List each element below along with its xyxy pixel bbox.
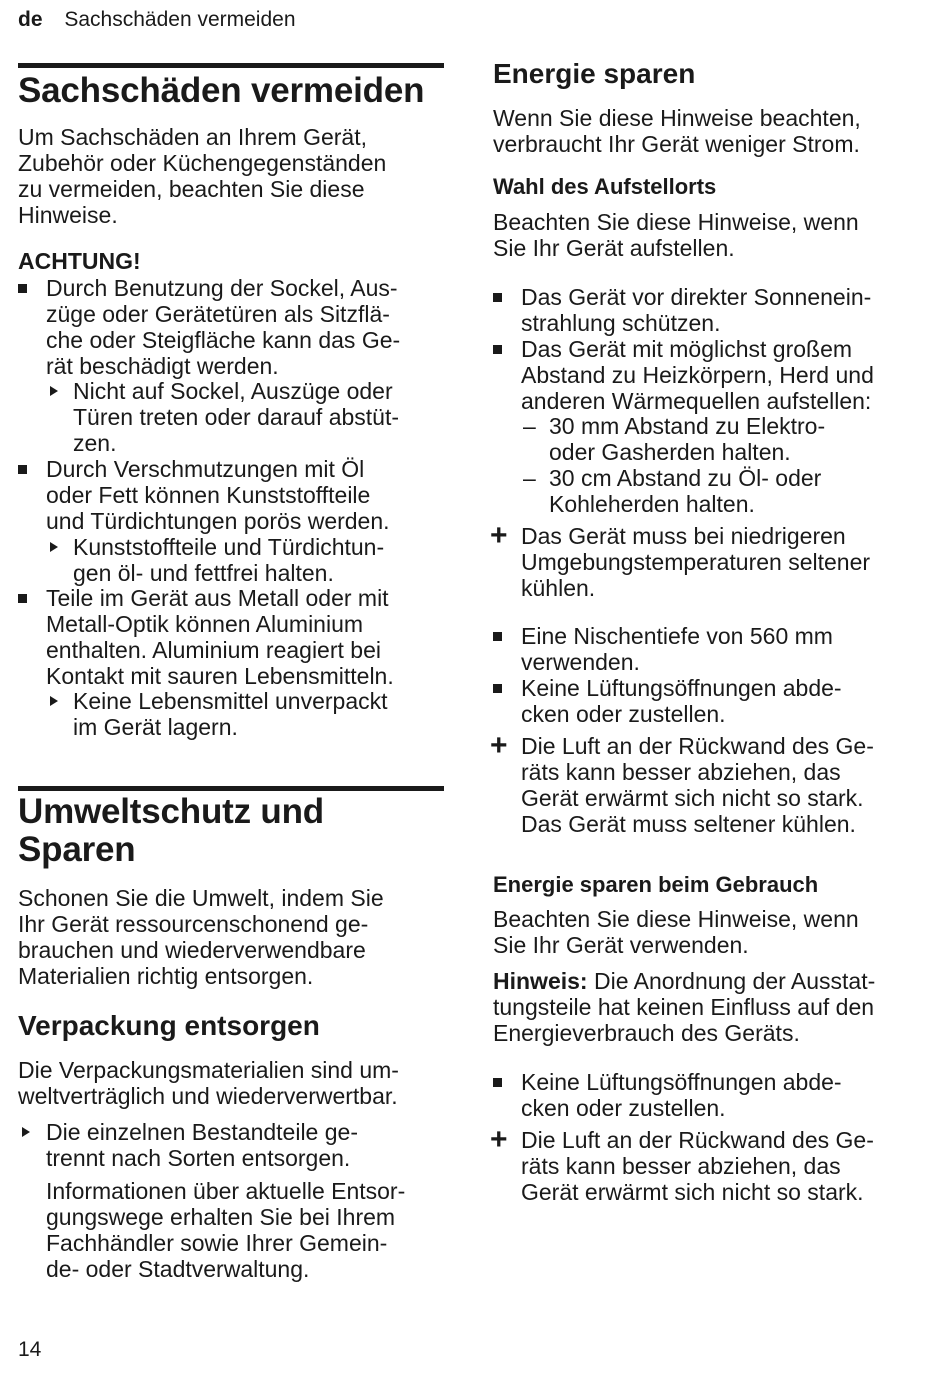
disposal-info: Informationen über aktuelle Entsor- gungswege erhalten Sie bei Ihrem Fachhändler sowie Ihrer Gemein- de- oder Stadtverwaltung. — [46, 1178, 406, 1282]
bullet-text: Das Gerät vor direkter Sonnenein- strahlung schützen. — [521, 284, 872, 336]
square-bullet-icon — [18, 284, 27, 293]
list-item — [18, 585, 444, 689]
square-bullet-icon — [493, 293, 502, 302]
action-item — [46, 534, 446, 586]
language-code: de — [18, 8, 43, 31]
note-paragraph — [493, 968, 875, 1046]
result-item — [490, 1123, 923, 1205]
list-item — [493, 623, 923, 675]
arrow-bullet-icon — [50, 696, 58, 706]
action-text: Kunststoffteile und Türdichtun- gen öl- und fettfrei halten. — [73, 534, 385, 586]
result-text: Die Luft an der Rückwand des Ge- räts kann besser abziehen, das Gerät erwärmt sich nicht so stark. Das Gerät muss seltener kühlen. — [521, 733, 874, 837]
dash-text: 30 mm Abstand zu Elektro- oder Gasherden halten. — [549, 413, 826, 465]
page-header — [18, 7, 296, 33]
list-item — [493, 336, 923, 414]
arrow-bullet-icon — [50, 386, 58, 396]
warning-label: ACHTUNG! — [18, 248, 141, 274]
page-number: 14 — [18, 1338, 42, 1361]
running-title: Sachschäden vermeiden — [64, 8, 296, 31]
usage-text: Beachten Sie diese Hinweise, wenn Sie Ihr Gerät verwenden. — [493, 906, 859, 958]
bullet-text: Teile im Gerät aus Metall oder mit Metall-Optik können Aluminium enthalten. Aluminium reagiert bei Kontakt mit sauren Lebensmitteln. — [46, 585, 394, 689]
section-title-energy: Energie sparen — [493, 58, 696, 89]
damage-intro: Um Sachschäden an Ihrem Gerät, Zubehör oder Küchengegenständen zu vermeiden, beachten Sie diese Hinweise. — [18, 124, 387, 228]
result-item — [490, 729, 923, 837]
note-label: Hinweis: — [493, 968, 588, 994]
plus-icon: + — [490, 1123, 508, 1156]
subsection-title-packaging: Verpackung entsorgen — [18, 1010, 320, 1041]
dash-item — [521, 465, 921, 517]
result-text: Das Gerät muss bei niedrigeren Umgebungstemperaturen seltener kühlen. — [521, 523, 871, 601]
section-title-damage: Sachschäden vermeiden — [18, 71, 425, 110]
note-text: Die Anordnung der Ausstat- tungsteile hat keinen Einfluss auf den Energieverbrauch des Geräts. — [493, 968, 876, 1046]
dash-item — [521, 413, 921, 465]
section-title-environment: Umweltschutz und Sparen — [18, 792, 324, 869]
bullet-text: Keine Lüftungsöffnungen abde- cken oder zustellen. — [521, 1069, 842, 1121]
action-item — [46, 378, 446, 456]
square-bullet-icon — [493, 1078, 502, 1087]
square-bullet-icon — [18, 465, 27, 474]
square-bullet-icon — [493, 632, 502, 641]
list-item — [493, 284, 923, 336]
dash-text: 30 cm Abstand zu Öl- oder Kohleherden halten. — [549, 465, 822, 517]
arrow-bullet-icon — [50, 542, 58, 552]
list-item — [493, 1069, 923, 1121]
section-rule — [18, 786, 444, 791]
environment-intro: Schonen Sie die Umwelt, indem Sie Ihr Gerät ressourcenschonend ge- brauchen und wiederverwendbare Materialien richtig entsorgen. — [18, 885, 384, 989]
bullet-text: Durch Benutzung der Sockel, Aus- züge oder Gerätetüren als Sitzflä- che oder Steigfläche kann das Ge- rät beschädigt werden. — [46, 275, 401, 379]
packaging-text: Die Verpackungsmaterialien sind um- weltverträglich und wiederverwertbar. — [18, 1057, 399, 1109]
list-item — [493, 675, 923, 727]
subsection-title-location: Wahl des Aufstellorts — [493, 174, 717, 199]
plus-icon: + — [490, 519, 508, 552]
bullet-text: Das Gerät mit möglichst großem Abstand zu Heizkörpern, Herd und anderen Wärmequellen aufstellen: — [521, 336, 874, 414]
subsection-title-usage: Energie sparen beim Gebrauch — [493, 872, 819, 897]
energy-intro: Wenn Sie diese Hinweise beachten, verbraucht Ihr Gerät weniger Strom. — [493, 105, 861, 157]
action-text: Nicht auf Sockel, Auszüge oder Türen treten oder darauf abstüt- zen. — [73, 378, 400, 456]
square-bullet-icon — [493, 684, 502, 693]
result-item — [490, 519, 923, 601]
list-item — [18, 456, 444, 534]
action-item — [18, 1119, 444, 1282]
dash-bullet-icon: – — [523, 465, 536, 491]
plus-icon: + — [490, 729, 508, 762]
location-text: Beachten Sie diese Hinweise, wenn Sie Ihr Gerät aufstellen. — [493, 209, 859, 261]
arrow-bullet-icon — [22, 1127, 30, 1137]
result-text: Die Luft an der Rückwand des Ge- räts kann besser abziehen, das Gerät erwärmt sich nicht so stark. — [521, 1127, 874, 1205]
bullet-text: Keine Lüftungsöffnungen abde- cken oder zustellen. — [521, 675, 842, 727]
bullet-text: Durch Verschmutzungen mit Öl oder Fett können Kunststoffteile und Türdichtungen porös werden. — [46, 456, 390, 534]
bullet-text: Eine Nischentiefe von 560 mm verwenden. — [521, 623, 833, 675]
square-bullet-icon — [18, 594, 27, 603]
square-bullet-icon — [493, 345, 502, 354]
list-item — [18, 275, 444, 379]
action-text: Keine Lebensmittel unverpackt im Gerät lagern. — [73, 688, 388, 740]
section-rule — [18, 63, 444, 68]
action-item — [46, 688, 446, 740]
dash-bullet-icon: – — [523, 413, 536, 439]
action-text: Die einzelnen Bestandteile ge- trennt nach Sorten entsorgen. — [46, 1119, 358, 1171]
